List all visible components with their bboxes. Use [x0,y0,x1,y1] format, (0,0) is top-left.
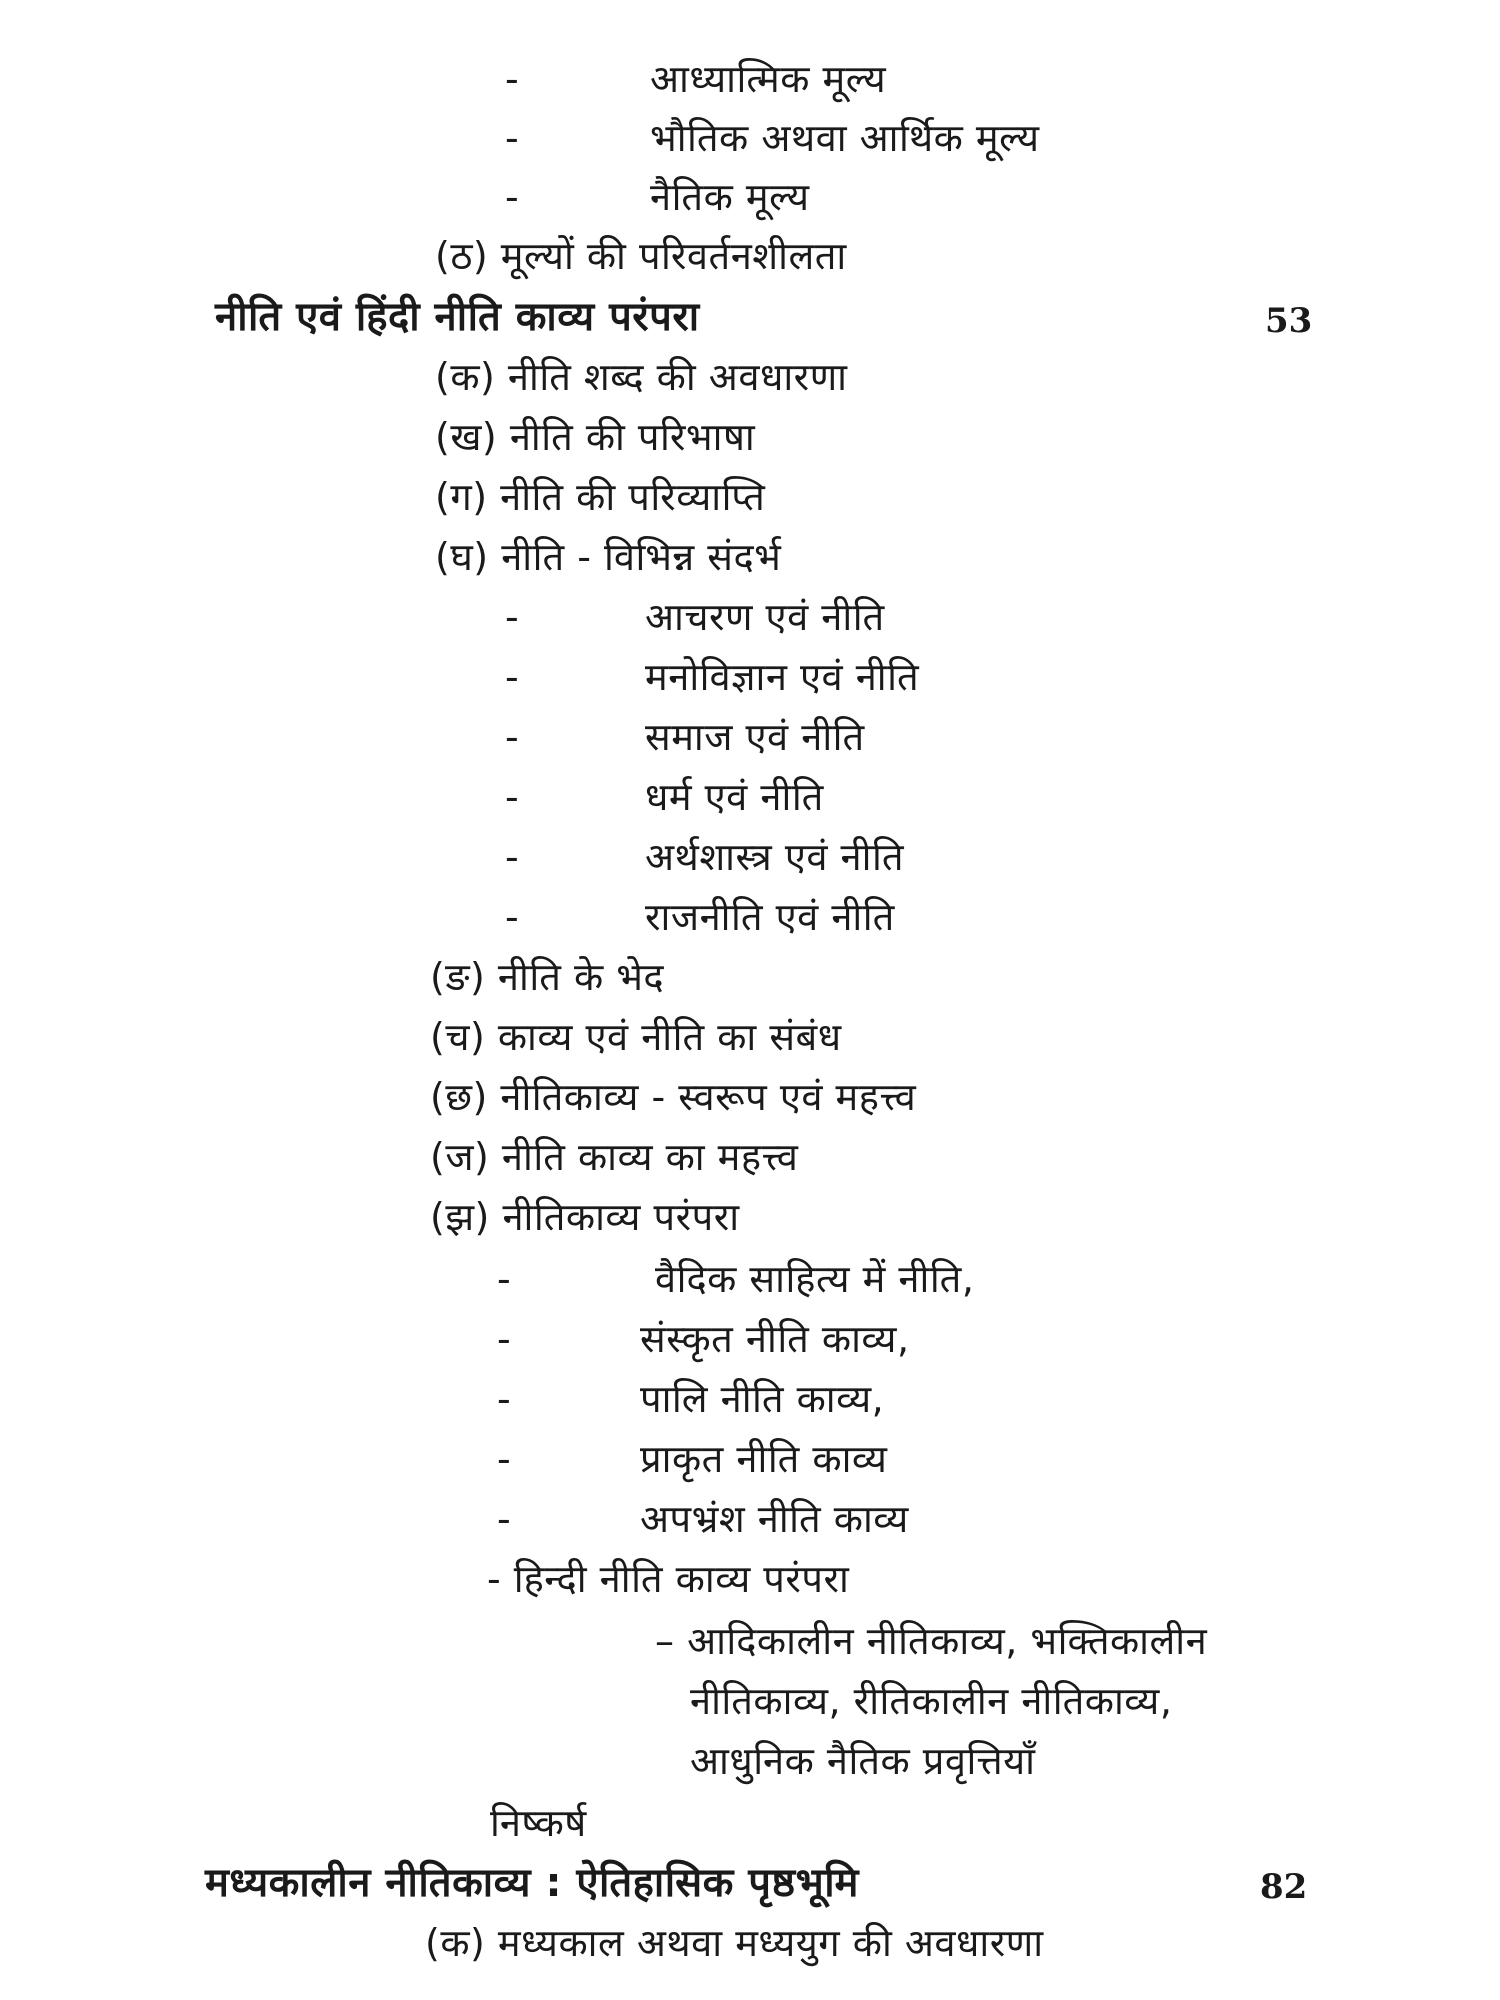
toc-subitem: पालि नीति काव्य, [640,1377,885,1421]
toc-subitem: - हिन्दी नीति काव्य परंपरा [487,1557,850,1601]
chapter-title: मध्यकालीन नीतिकाव्य : ऐतिहासिक पृष्ठभूमि [205,1860,859,1906]
toc-subitem: आध्यात्मिक मूल्य [650,57,887,101]
chapter-title: नीति एवं हिंदी नीति काव्य परंपरा [215,294,700,340]
list-dash: - [497,1437,511,1481]
toc-item: (ठ) मूल्यों की परिवर्तनशीलता [435,234,847,278]
toc-subitem: मनोविज्ञान एवं नीति [645,655,920,699]
toc-subitem: आचरण एवं नीति [645,595,885,639]
page-number: 82 [1260,1867,1308,1907]
list-dash: - [505,175,519,219]
list-dash: - [497,1257,511,1301]
list-dash: - [505,775,519,819]
toc-subitem: प्राकृत नीति काव्य [640,1437,888,1481]
toc-detail-line: आधुनिक नैतिक प्रवृत्तियाँ [690,1739,1036,1783]
toc-subitem: अपभ्रंश नीति काव्य [640,1497,909,1541]
list-dash: - [505,595,519,639]
toc-item: (क) मध्यकाल अथवा मध्ययुग की अवधारणा [425,1921,1044,1965]
list-dash: - [505,655,519,699]
list-dash: - [505,116,519,160]
toc-subitem: राजनीति एवं नीति [645,895,895,939]
toc-subitem: नैतिक मूल्य [650,175,810,219]
list-dash: - [497,1317,511,1361]
list-dash: - [497,1377,511,1421]
toc-item: (झ) नीतिकाव्य परंपरा [430,1195,740,1239]
page-number: 53 [1265,301,1313,341]
toc-subitem: धर्म एवं नीति [645,775,824,819]
toc-detail-line: – आदिकालीन नीतिकाव्य, भक्तिकालीन [655,1619,1208,1663]
toc-item: (ख) नीति की परिभाषा [435,415,756,459]
toc-subitem: समाज एवं नीति [645,715,865,759]
toc-subitem: संस्कृत नीति काव्य, [640,1317,910,1361]
list-dash: - [505,895,519,939]
toc-item: (क) नीति शब्द की अवधारणा [435,355,848,399]
list-dash: - [505,715,519,759]
toc-item: (ग) नीति की परिव्याप्ति [435,475,766,519]
toc-subitem: वैदिक साहित्य में नीति, [655,1257,975,1301]
list-dash: - [505,835,519,879]
list-dash: - [497,1497,511,1541]
toc-subitem: भौतिक अथवा आर्थिक मूल्य [650,116,1040,160]
list-dash: - [505,57,519,101]
toc-item: (छ) नीतिकाव्य - स्वरूप एवं महत्त्व [430,1075,917,1119]
toc-item: (च) काव्य एवं नीति का संबंध [430,1015,842,1059]
toc-subitem: अर्थशास्त्र एवं नीति [645,835,904,879]
toc-item: (ङ) नीति के भेद [430,955,665,999]
toc-item: (घ) नीति - विभिन्न संदर्भ [435,535,782,579]
toc-item: निष्कर्ष [490,1801,587,1845]
toc-item: (ज) नीति काव्य का महत्त्व [430,1135,799,1179]
toc-detail-line: नीतिकाव्य, रीतिकालीन नीतिकाव्य, [690,1679,1173,1723]
